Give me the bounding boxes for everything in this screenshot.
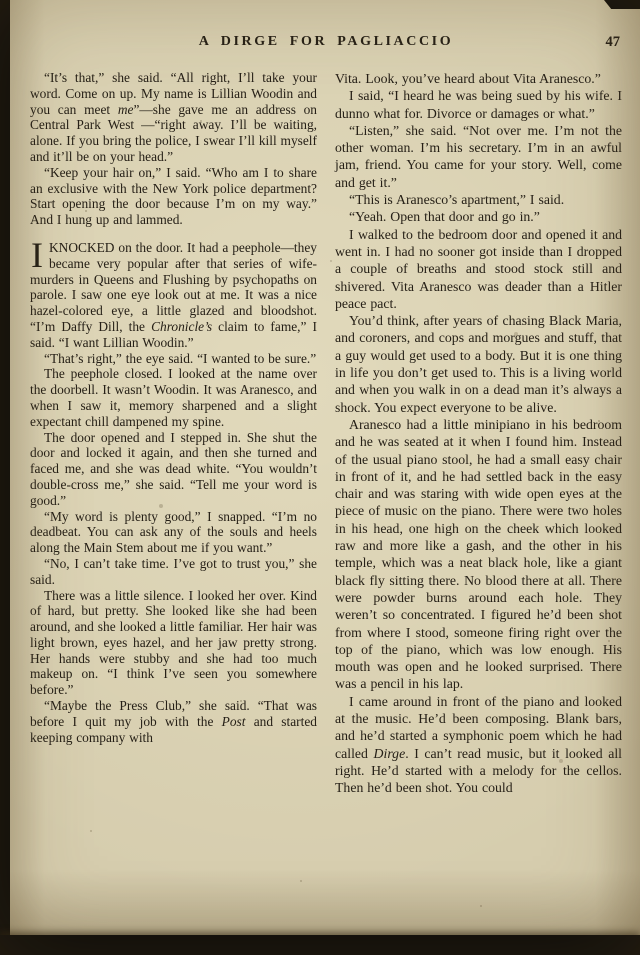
paragraph	[30, 698, 317, 745]
body-text: “Keep your hair on,” I said. “Who am I to share an exclusive with the New York police department? Start opening the door because I’m on my way.” And I hung up and lammed.	[30, 164, 317, 228]
body-text: ”—she gave me an address on Central Park West —“right away. I’ll be waiting, alone. If you bring the police, I swear I’ll kill myself and it’ll be on your head.”	[30, 101, 318, 164]
body-text: and started keeping company with	[30, 713, 317, 745]
page-content	[30, 34, 622, 927]
page-header	[30, 34, 622, 52]
body-text: “My word is plenty good,” I snapped. “I’m no deadbeat. You can ask any of the souls and heels along the Main Stem about me if you want.”	[30, 508, 317, 556]
paragraph	[335, 693, 622, 797]
scan-edge-bottom	[0, 935, 640, 955]
body-text: “That’s right,” the eye said. “I wanted to be sure.”	[44, 350, 317, 366]
body-text: Aranesco had a little minipiano in his bedroom and he was seated at it when I found him. Instead of the usual piano stool, he had a small easy chair in front of it, and he had settled back in the easy chair and was staring with wide open eyes at the piece of music on the piano. There were two holes in his head, one high on the cheek which looked raw and more like a gash, and the other in his temple, which was a neat black hole, like a giant black fly sitting there. No blood there at all. There were powder burns around each hole. They weren’t so concentrated. I figured he’d been shot from where I stood, someone firing right over the top of the piano, which was low enough. His mouth was open and he looked surprised. There was a pencil in his lap.	[335, 416, 622, 692]
body-text: “This is Aranesco’s apartment,” I said.	[349, 192, 565, 208]
page-number: 47	[605, 34, 620, 50]
paragraph	[30, 588, 317, 699]
paragraph	[30, 556, 317, 588]
running-title: A DIRGE FOR PAGLIACCIO	[198, 34, 454, 49]
italic-text: Post	[221, 713, 246, 729]
paragraph	[30, 165, 317, 228]
paragraph	[335, 122, 622, 191]
drop-cap: I	[31, 234, 43, 275]
paragraph	[335, 226, 622, 312]
body-text: “No, I can’t take time. I’ve got to trust you,” she said.	[30, 555, 317, 587]
body-text: KNOCKED on the door. It had a peephole—they became very popular after that series of wife-murders in Queens and Flushing by psychopaths on parole. I saw one eye look out at me. It was a nice hazel-colored eye, a little glazed and bloodshot. “I’m Daffy Dill, the	[30, 239, 317, 334]
body-text: There was a little silence. I looked her over. Kind of hard, but pretty. She looked like she had been around, and she looked a little familiar. Her hair was light brown, eyes hazel, and her jaw pretty strong. Her hands were stubby and she had too much makeup on. “I think I’ve seen you somewhere before.”	[30, 587, 317, 698]
left-column	[30, 70, 317, 796]
body-text: “Yeah. Open that door and go in.”	[349, 209, 540, 225]
paragraph	[335, 70, 622, 87]
scan-edge-left	[0, 0, 10, 955]
body-text: . I can’t read music, but it looked all right. He’d started with a melody for the cellos. Then he’d been shot. You could	[335, 745, 622, 796]
paragraph	[335, 191, 622, 208]
italic-text: Dirge	[373, 745, 406, 761]
body-text: “Maybe the Press Club,” she said. “That was before I quit my job with the	[30, 698, 317, 729]
body-text: I walked to the bedroom door and opened it and went in. I had no sooner got inside than I dropped a couple of breaths and stood stock still and shivered. Vita Aranesco was deader than a Hitler peace pact.	[335, 226, 622, 311]
body-text: “Listen,” she said. “Not over me. I’m not the other woman. I’m his secretary. I’m in an awful jam, friend. You came for your story. Well, come and get it.”	[335, 122, 622, 190]
body-text: Vita. Look, you’ve heard about Vita Aranesco.”	[335, 71, 601, 86]
paragraph	[335, 87, 622, 122]
paragraph	[335, 416, 622, 693]
body-text: The peephole closed. I looked at the name over the doorbell. It wasn’t Woodin. It was Aranesco, and when I saw it, memory sharpened and a slight expectant chill dampened my spine.	[30, 366, 317, 429]
paragraph	[30, 430, 317, 509]
paragraph	[30, 366, 317, 429]
paragraph	[335, 208, 622, 225]
body-text: I came around in front of the piano and looked at the music. He’d been composing. Blank bars, and he’d started a symphonic poem which he had called	[335, 693, 622, 761]
paragraph	[30, 70, 317, 165]
italic-text: Chronicle’s	[151, 318, 213, 334]
scan-corner-mark	[604, 0, 640, 9]
paragraph	[30, 351, 317, 367]
body-text: You’d think, after years of chasing Black Maria, and coroners, and cops and morgues and stuff, that a guy would get used to a body. But it is one thing in life you don’t get used to. This is a living world and when you walk in on a dead man it’s always a shock. You expect everyone to be alive.	[335, 313, 622, 415]
body-text: The door opened and I stepped in. She shut the door and locked it again, and then she turned and faced me, and she was dead white. “You wouldn’t double-cross me,” she said. “Tell me your word is good.”	[30, 429, 317, 508]
text-columns	[30, 70, 622, 796]
body-text: I said, “I heard he was being sued by his wife. I dunno what for. Divorce or damages or what.”	[335, 88, 622, 121]
italic-text: me	[117, 101, 134, 117]
body-text: claim to fame,” I said. “I want Lillian Woodin.”	[30, 318, 317, 350]
paragraph	[335, 312, 622, 416]
paragraph	[30, 234, 317, 351]
body-text: “It’s that,” she said. “All right, I’ll take your word. Come on up. My name is Lillian Woodin and you can meet	[30, 70, 317, 117]
paragraph	[30, 509, 317, 556]
right-column	[335, 70, 622, 796]
